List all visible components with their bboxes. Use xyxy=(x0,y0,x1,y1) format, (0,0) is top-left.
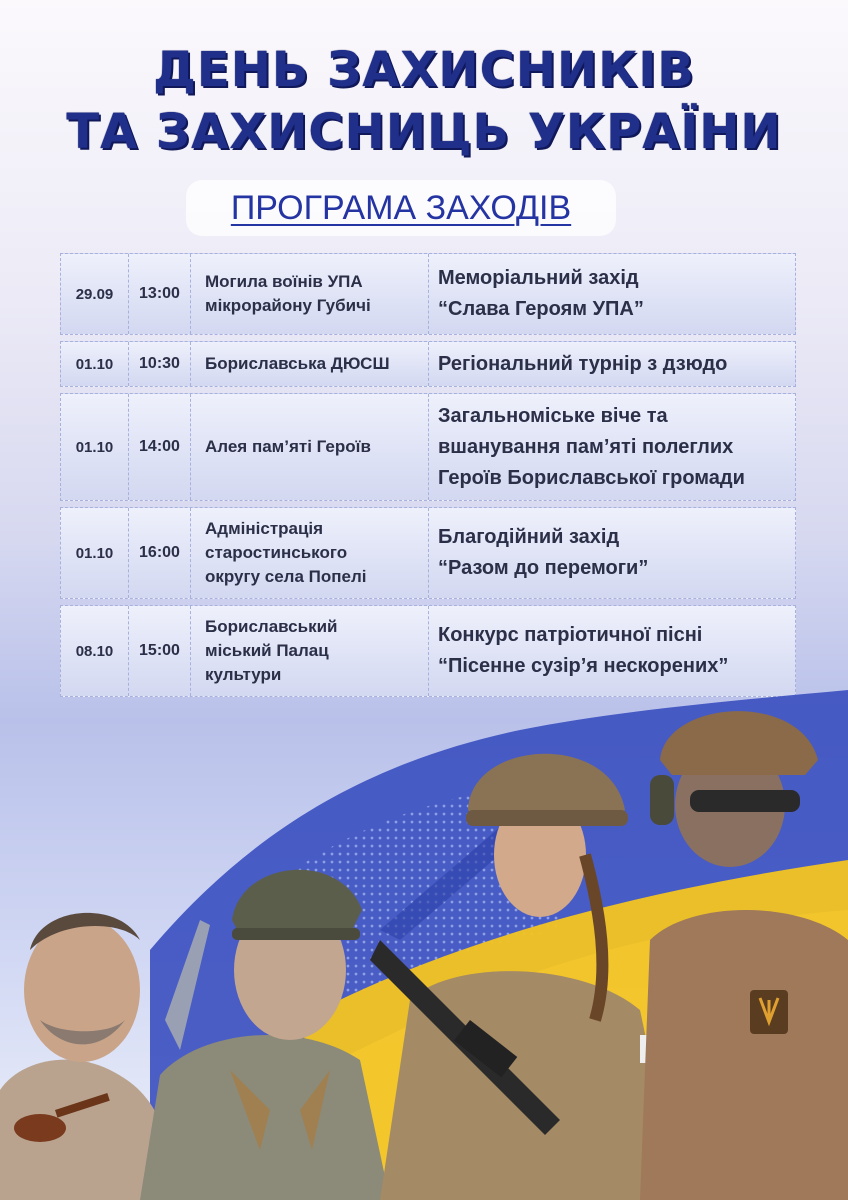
event-place-text: Адміністрація старостинського округу села Попелі xyxy=(205,519,367,586)
event-title-text: Благодійний захід “Разом до перемоги” xyxy=(438,526,649,579)
event-title xyxy=(429,254,795,334)
event-title xyxy=(429,508,795,598)
event-place xyxy=(191,394,429,500)
event-place xyxy=(191,254,429,334)
defenders-illustration xyxy=(0,690,848,1200)
schedule-table xyxy=(60,253,796,703)
event-date: 01.10 xyxy=(61,394,129,500)
event-time: 16:00 xyxy=(129,508,191,598)
event-title-text: Конкурс патріотичної пісні “Пісенне сузір’я нескорених” xyxy=(438,624,729,677)
event-title xyxy=(429,394,795,500)
event-place xyxy=(191,342,429,386)
event-title-text: Регіональний турнір з дзюдо xyxy=(438,352,728,375)
event-time: 14:00 xyxy=(129,394,191,500)
event-place xyxy=(191,508,429,598)
schedule-row xyxy=(60,605,796,697)
event-date: 29.09 xyxy=(61,254,129,334)
event-time: 13:00 xyxy=(129,254,191,334)
event-title-text: Загальноміське віче та вшанування пам’яті полеглих Героїв Бориславської громади xyxy=(438,404,745,489)
event-place xyxy=(191,606,429,696)
schedule-row xyxy=(60,393,796,501)
event-date: 01.10 xyxy=(61,342,129,386)
event-date: 01.10 xyxy=(61,508,129,598)
subtitle-badge xyxy=(186,180,616,236)
event-title xyxy=(429,342,795,386)
event-place-text: Бориславський міський Палац культури xyxy=(205,617,338,684)
event-time: 15:00 xyxy=(129,606,191,696)
schedule-row xyxy=(60,507,796,599)
event-place-text: Бориславська ДЮСШ xyxy=(205,354,390,373)
event-time: 10:30 xyxy=(129,342,191,386)
title-line-2: ТА ЗАХИСНИЦЬ УКРАЇНИ xyxy=(66,104,782,160)
event-place-text: Алея пам’яті Героїв xyxy=(205,437,371,456)
schedule-row xyxy=(60,253,796,335)
schedule-row xyxy=(60,341,796,387)
title-line-1: ДЕНЬ ЗАХИСНИКІВ xyxy=(153,42,695,98)
subtitle: ПРОГРАМА ЗАХОДІВ xyxy=(230,189,572,227)
event-place-text: Могила воїнів УПА мікрорайону Губичі xyxy=(205,272,371,315)
event-date: 08.10 xyxy=(61,606,129,696)
event-title xyxy=(429,606,795,696)
event-title-text: Меморіальний захід “Слава Героям УПА” xyxy=(438,267,644,320)
